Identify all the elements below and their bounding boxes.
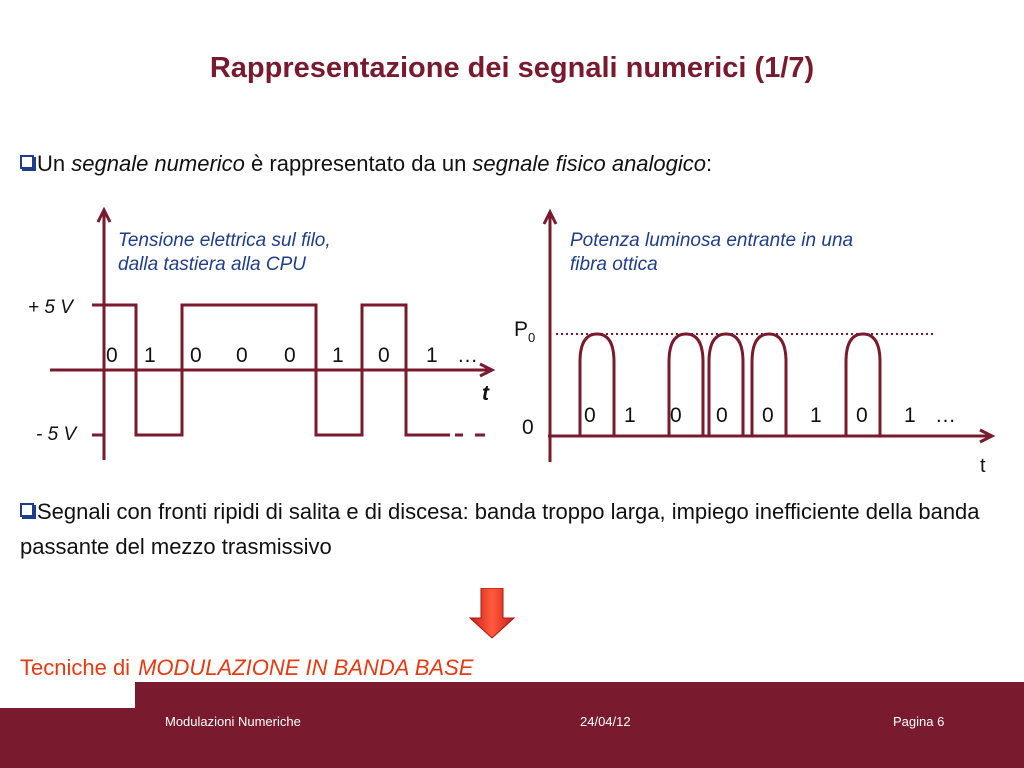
right-bit-1: 1	[624, 404, 636, 427]
bullet-1-text-b: è rappresentato da un	[244, 151, 473, 176]
footer-course: Modulazioni Numeriche	[165, 714, 301, 729]
voltage-plot	[28, 210, 492, 460]
left-bit-0: 0	[106, 344, 118, 367]
right-bit-3: 0	[716, 404, 728, 427]
left-bit-4: 0	[284, 344, 296, 367]
right-t-label: t	[980, 455, 986, 477]
footer-page-number: Pagina 6	[893, 714, 945, 729]
left-ellipsis: …	[457, 344, 478, 367]
left-caption-line2: dalla tastiera alla CPU	[118, 254, 306, 275]
tecniche-line	[20, 655, 473, 681]
right-bit-0: 0	[584, 404, 596, 427]
neg-voltage-label: - 5 V	[36, 424, 77, 445]
checkbox-bullet-icon	[20, 503, 34, 517]
slide-title: Rappresentazione dei segnali numerici (1/7)	[209, 52, 815, 84]
left-caption-line1: Tensione elettrica sul filo,	[118, 230, 331, 251]
bullet-1-em-a: segnale numerico	[71, 151, 245, 176]
bullet-1	[20, 146, 712, 181]
footer-bar	[0, 682, 1024, 768]
p0-subscript: 0	[528, 330, 536, 345]
left-bit-5: 1	[332, 344, 344, 367]
left-t-label: t	[482, 382, 489, 405]
right-caption-line1: Potenza luminosa entrante in una	[570, 230, 854, 251]
p0-label	[514, 318, 535, 345]
left-bit-6: 0	[378, 344, 390, 367]
left-bit-3: 0	[236, 344, 248, 367]
right-bit-6: 0	[856, 404, 868, 427]
right-ellipsis: …	[935, 404, 956, 427]
bullet-2	[20, 494, 1010, 564]
checkbox-bullet-icon	[20, 155, 34, 169]
bullet-2-text: Segnali con fronti ripidi di salita e di discesa: banda troppo larga, impiego inefficiente della banda passante del mezzo trasmissivo	[20, 499, 980, 559]
right-bit-5: 1	[810, 404, 822, 427]
footer-left-block	[0, 708, 135, 768]
right-caption-line2: fibra ottica	[570, 254, 658, 275]
right-bit-2: 0	[670, 404, 682, 427]
optical-power-plot	[514, 212, 992, 477]
tecniche-emphasis: MODULAZIONE IN BANDA BASE	[138, 655, 474, 680]
bullet-1-em-b: segnale fisico analogico	[472, 151, 707, 176]
left-bit-1: 1	[144, 344, 156, 367]
tecniche-label: Tecniche di	[20, 655, 131, 680]
footer-date: 24/04/12	[580, 714, 631, 729]
footer-notch	[0, 682, 135, 708]
bullet-1-text-a: Un	[37, 151, 72, 176]
right-zero-label: 0	[522, 416, 534, 439]
down-arrow-icon	[468, 588, 516, 640]
right-bit-4: 0	[762, 404, 774, 427]
left-bit-2: 0	[190, 344, 202, 367]
left-bit-7: 1	[426, 344, 438, 367]
bullet-1-text-c: :	[706, 151, 713, 176]
p0-letter: P	[514, 318, 529, 341]
pos-voltage-label: + 5 V	[28, 297, 73, 318]
right-bit-7: 1	[904, 404, 916, 427]
signal-diagrams	[0, 200, 1024, 480]
